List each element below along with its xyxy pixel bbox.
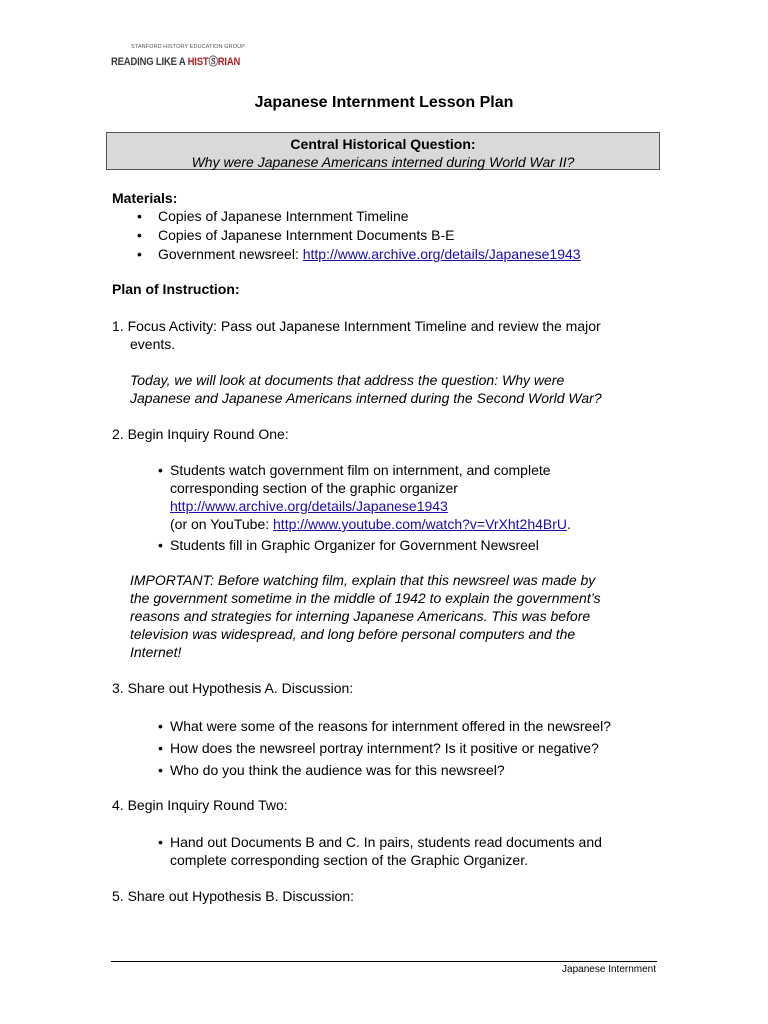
bullet-icon: • <box>137 208 142 224</box>
important-note-line1: IMPORTANT: Before watching film, explain that this newsreel was made by <box>130 572 596 588</box>
bullet-icon: • <box>158 537 163 553</box>
page-title: Japanese Internment Lesson Plan <box>254 94 514 111</box>
central-question-text: Why were Japanese Americans interned during World War II? <box>191 154 575 170</box>
step5-heading: 5. Share out Hypothesis B. Discussion: <box>112 888 355 904</box>
step4-heading: 4. Begin Inquiry Round Two: <box>112 797 288 813</box>
step2-heading: 2. Begin Inquiry Round One: <box>112 426 289 442</box>
important-note-line4: television was widespread, and long before personal computers and the <box>130 626 576 642</box>
step1-line1: 1. Focus Activity: Pass out Japanese Internment Timeline and review the major <box>112 318 601 334</box>
step2-bullet2: Students fill in Graphic Organizer for Government Newsreel <box>170 537 539 553</box>
newsreel-link[interactable]: http://www.archive.org/details/Japanese1943 <box>302 246 581 262</box>
important-note-line5: Internet! <box>130 644 182 660</box>
bullet-icon: • <box>158 762 163 778</box>
central-question-label: Central Historical Question: <box>290 136 476 152</box>
plan-of-instruction-heading: Plan of Instruction: <box>112 281 240 297</box>
bullet-icon: • <box>158 718 163 734</box>
important-note-line2: the government sometime in the middle of 1942 to explain the government’s <box>130 590 601 606</box>
logo-wordmark: READING LIKE A HISTⓈRIAN <box>111 56 241 68</box>
footer-divider <box>111 961 657 962</box>
step2-bullet1-line2: corresponding section of the graphic organizer <box>170 480 458 496</box>
youtube-link[interactable]: http://www.youtube.com/watch?v=VrXht2h4BrU <box>273 516 568 532</box>
step4-bullet1-line1: Hand out Documents B and C. In pairs, students read documents and <box>170 834 602 850</box>
bullet-icon: • <box>158 834 163 850</box>
step3-heading: 3. Share out Hypothesis A. Discussion: <box>112 680 354 696</box>
bullet-icon: • <box>137 246 142 262</box>
important-note-line3: reasons and strategies for interning Japanese Americans. This was before <box>130 608 591 624</box>
step1-italic-line2: Japanese and Japanese Americans interned during the Second World War? <box>130 390 602 406</box>
bullet-icon: • <box>158 740 163 756</box>
logo-subtitle: STANFORD HISTORY EDUCATION GROUP <box>131 44 245 50</box>
bullet-icon: • <box>158 462 163 478</box>
step2-youtube-line: (or on YouTube: http://www.youtube.com/watch?v=VrXht2h4BrU. <box>170 516 571 532</box>
step1-italic-line1: Today, we will look at documents that address the question: Why were <box>130 372 565 388</box>
reading-like-a-historian-logo <box>111 44 251 70</box>
footer-text: Japanese Internment <box>562 964 656 975</box>
materials-item-newsreel: Government newsreel: http://www.archive.org/details/Japanese1943 <box>158 246 581 262</box>
step3-bullet1: What were some of the reasons for internment offered in the newsreel? <box>170 718 611 734</box>
step2-bullet1-line1: Students watch government film on internment, and complete <box>170 462 551 478</box>
archive-link[interactable]: http://www.archive.org/details/Japanese1943 <box>170 498 448 514</box>
step1-line2: events. <box>130 336 176 352</box>
materials-item-documents: Copies of Japanese Internment Documents B-E <box>158 227 455 243</box>
bullet-icon: • <box>137 227 142 243</box>
materials-heading: Materials: <box>112 190 178 206</box>
step3-bullet2: How does the newsreel portray internment? Is it positive or negative? <box>170 740 599 756</box>
step3-bullet3: Who do you think the audience was for this newsreel? <box>170 762 505 778</box>
central-question-box <box>106 132 660 170</box>
materials-item-timeline: Copies of Japanese Internment Timeline <box>158 208 409 224</box>
step4-bullet1-line2: complete corresponding section of the Graphic Organizer. <box>170 852 528 868</box>
